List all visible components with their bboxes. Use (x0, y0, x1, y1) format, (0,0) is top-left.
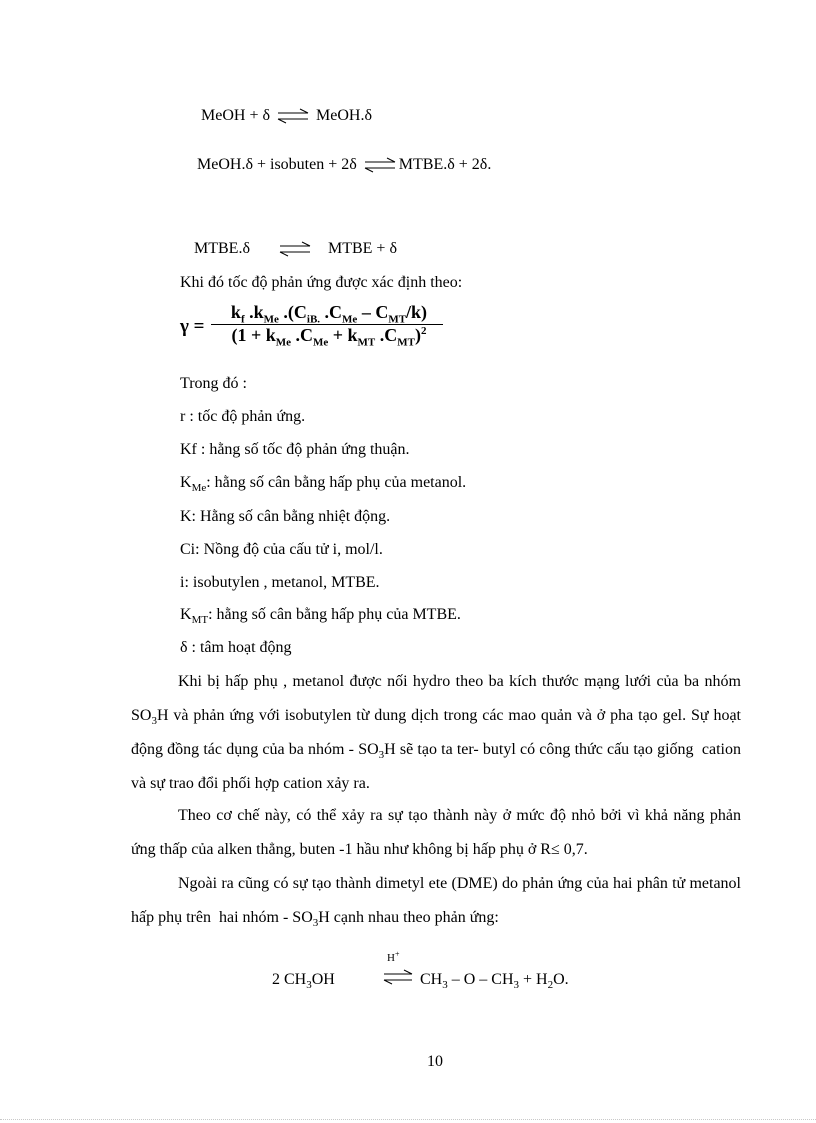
equilibrium-arrow-icon (276, 107, 310, 125)
reaction-1 (201, 106, 372, 126)
definition-r: r : tốc độ phản ứng. (180, 408, 306, 425)
formula-denominator: ($1 + k_{Me}$ $.C_{Me} + k_{MT}$ $.C_{MT})^2$ (231, 325, 427, 349)
page-number: 10 (427, 1053, 443, 1070)
where-title: Trong đó : (180, 375, 247, 392)
equilibrium-arrow-icon (383, 966, 413, 988)
paragraph-3: Ngoài ra cũng có sự tạo thành dimetyl ete (DME) do phản ứng của hai phân tử metanol hấp phụ trên hai nhóm - $SO_3H$ cạnh nhau theo phản ứng: (131, 875, 741, 930)
reaction-3 (194, 239, 397, 259)
definition-ci: Ci: Nồng độ của cấu tử i, mol/l. (180, 541, 383, 558)
definition-k: K: Hằng số cân bằng nhiệt động. (180, 508, 391, 525)
reaction-2-left: MeOH.δ + isobuten + 2δ (197, 156, 357, 173)
reaction-1-left: MeOH + δ (201, 107, 270, 124)
reaction-1-right: MeOH.δ (316, 107, 372, 124)
definition-kf: Kf : hằng số tốc độ phản ứng thuận. (180, 441, 410, 458)
equilibrium-arrow-icon (278, 240, 312, 258)
formula-fraction (209, 302, 449, 349)
definition-kmt: $K_{MT}$: hằng số cân bằng hấp phụ của MTBE. (180, 606, 461, 627)
catalyst-label: H+ (387, 949, 400, 964)
page-bottom-border (0, 1119, 816, 1120)
reaction-2 (197, 155, 491, 175)
definition-delta: δ : tâm hoạt động (180, 639, 292, 656)
reaction-3-left: MTBE.δ (194, 240, 250, 257)
rate-intro: Khi đó tốc độ phản ứng được xác định theo: (180, 274, 463, 291)
reaction-2-right: MTBE.δ + 2δ. (398, 156, 492, 173)
formula-numerator: $k_f$ $.k_{Me}$ $.(C_{iB.}$ $.C_{Me} - C_{MT}/k$) (230, 302, 428, 326)
formula-text: γ = (180, 316, 205, 337)
definition-kme: $K_{Me}$: hằng số cân bằng hấp phụ của metanol. (180, 474, 467, 495)
final-reaction-right: $CH_3 - O - CH_3 + H_2O$. (420, 971, 569, 992)
reaction-3-right: MTBE + δ (327, 240, 397, 257)
paragraph-1: Khi bị hấp phụ , metanol được nối hydro theo ba kích thước mạng lưới của ba nhóm $SO_3H$ và phản ứng với isobutylen từ dung dịch trong các mao quản và ở pha tạo gel. Sự hoạt động đồng tác dụng của ba nhóm - $SO_3H$ sẽ tạo ta ter- butyl có công thức cấu tạo giống cation và sự trao đổi phối hợp cation xảy ra. (131, 673, 741, 792)
final-reaction-left: 2 $CH_3OH$ (272, 971, 335, 992)
equilibrium-arrow-icon (363, 156, 397, 174)
paragraph-2: Theo cơ chế này, có thể xảy ra sự tạo thành này ở mức độ nhỏ bởi vì khả năng phản ứng thấp của alken thẳng, buten -1 hầu như không bị hấp phụ ở R≤ 0,7. (131, 807, 741, 858)
definition-i: i: isobutylen , metanol, MTBE. (180, 574, 380, 591)
